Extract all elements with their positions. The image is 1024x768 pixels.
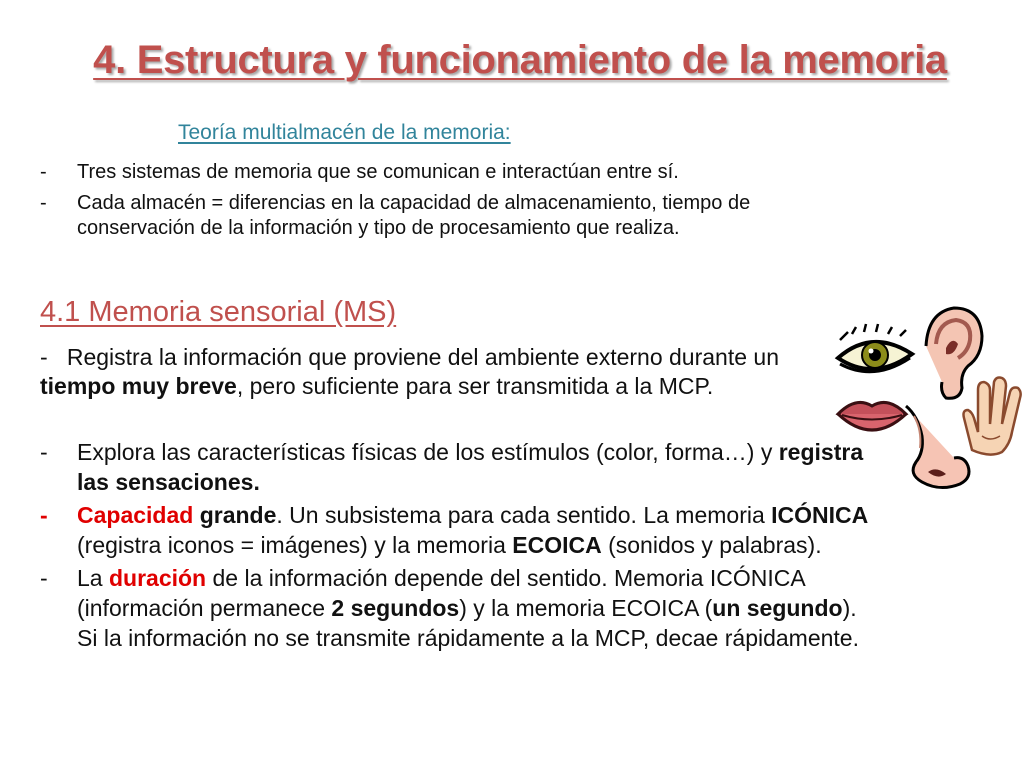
- lips-icon: [838, 402, 906, 430]
- sensory-paragraph: [40, 343, 830, 401]
- list-item: [40, 160, 860, 185]
- bold-text: ICÓNICA: [771, 502, 869, 528]
- list-item: [40, 500, 875, 560]
- eye-icon: [838, 324, 912, 372]
- ear-icon: [926, 308, 982, 398]
- bold-text: grande: [199, 502, 277, 528]
- text-run: - Registra la información que proviene del ambiente externo durante un: [40, 344, 786, 370]
- slide-subtitle: Teoría multialmacén de la memoria:: [178, 121, 511, 144]
- list-dash: -: [40, 161, 47, 183]
- text-run: , pero suficiente para ser transmitida a la MCP.: [236, 373, 714, 399]
- text-run: Explora las características físicas de los estímulos (color, forma…) y: [77, 439, 779, 465]
- text-run: de la información depende del sentido. Memoria ICÓNICA (información permanece: [77, 565, 805, 621]
- text-run: La: [77, 565, 109, 591]
- text-run: (sonidos y palabras).: [601, 532, 822, 558]
- list-dash: -: [40, 565, 48, 591]
- list-item-text: Cada almacén = diferencias en la capacidad de almacenamiento, tiempo de conservación de la información y tipo de procesamiento que realiza.: [77, 192, 751, 239]
- list-dash: -: [40, 502, 48, 528]
- list-item: [40, 563, 875, 653]
- intro-list: [40, 160, 860, 241]
- text-run: . Un subsistema para cada sentido. La memoria: [276, 502, 772, 528]
- sensory-list: [40, 437, 875, 653]
- text-run: ). Si la información no se transmite rápidamente a la MCP, decae rápidamente.: [77, 595, 859, 651]
- text-run: ) y la memoria ECOICA (: [459, 595, 713, 621]
- bold-text: un segundo: [712, 595, 843, 621]
- highlight-text: duración: [108, 565, 207, 591]
- list-item: [40, 191, 860, 241]
- text-run: (registra iconos = imágenes) y la memoria: [77, 532, 513, 558]
- nose-icon: [906, 406, 969, 488]
- section-heading: 4.1 Memoria sensorial (MS): [40, 296, 397, 328]
- bold-text: tiempo muy breve: [40, 373, 237, 399]
- bold-text: 2 segundos: [331, 595, 460, 621]
- list-item: [40, 437, 875, 497]
- list-item-text: Tres sistemas de memoria que se comunican e interactúan entre sí.: [77, 161, 679, 183]
- highlight-text: Capacidad: [77, 502, 194, 528]
- bold-text: ECOICA: [512, 532, 602, 558]
- slide-title: 4. Estructura y funcionamiento de la memoria: [93, 38, 947, 82]
- hand-icon: [964, 378, 1021, 455]
- senses-illustration: [822, 296, 1024, 501]
- list-dash: -: [40, 439, 48, 465]
- bold-text: registra las sensaciones.: [77, 439, 864, 495]
- list-dash: -: [40, 192, 47, 214]
